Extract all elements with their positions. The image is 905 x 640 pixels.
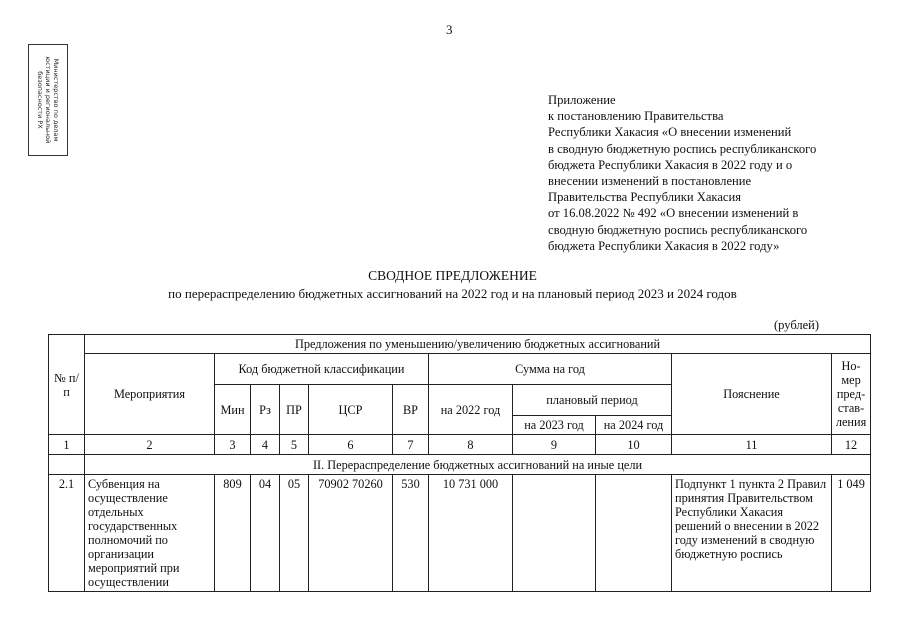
header-proposals: Предложения по уменьшению/увеличению бюджетных ассигнований xyxy=(85,335,871,354)
page-number: 3 xyxy=(446,22,453,37)
header-pr: ПР xyxy=(280,385,309,435)
row-num: 2.1 xyxy=(49,475,85,592)
appendix-line: Приложение xyxy=(548,93,616,107)
column-number: 10 xyxy=(596,435,672,455)
column-number: 11 xyxy=(672,435,832,455)
row-min: 809 xyxy=(215,475,251,592)
column-number: 8 xyxy=(429,435,513,455)
column-number: 3 xyxy=(215,435,251,455)
appendix-line: в сводную бюджетную роспись республиканского xyxy=(548,141,817,156)
appendix-line: сводную бюджетную роспись республиканского xyxy=(548,222,808,237)
header-planned: плановый период xyxy=(513,385,672,416)
header-csr: ЦСР xyxy=(309,385,393,435)
appendix-line: бюджета Республики Хакасия в 2022 году» xyxy=(548,238,780,253)
row-csr: 70902 70260 xyxy=(309,475,393,592)
stamp-line: Министерство по делам xyxy=(52,58,60,142)
column-number: 12 xyxy=(832,435,871,455)
section-empty-cell xyxy=(49,455,85,475)
appendix-line: Республики Хакасия «О внесении изменений xyxy=(548,125,792,140)
stamp-text xyxy=(36,57,60,144)
currency-unit: (рублей) xyxy=(774,318,820,332)
row-2024 xyxy=(596,475,672,592)
row-vr: 530 xyxy=(393,475,429,592)
header-min: Мин xyxy=(215,385,251,435)
header-rz: Рз xyxy=(251,385,280,435)
column-number: 2 xyxy=(85,435,215,455)
document-title: СВОДНОЕ ПРЕДЛОЖЕНИЕ xyxy=(368,268,537,283)
row-rz: 04 xyxy=(251,475,280,592)
column-number: 6 xyxy=(309,435,393,455)
table-row xyxy=(49,475,871,592)
appendix-line: от 16.08.2022 № 492 «О внесении изменений в xyxy=(548,206,799,221)
appendix-line: бюджета Республики Хакасия в 2022 году и о xyxy=(548,157,793,172)
header-2023: на 2023 год xyxy=(513,416,596,435)
document-subtitle: по перераспределению бюджетных ассигнований на 2022 год и на плановый период 2023 и 2024 годов xyxy=(168,286,737,301)
column-number: 5 xyxy=(280,435,309,455)
row-2023 xyxy=(513,475,596,592)
header-vr: ВР xyxy=(393,385,429,435)
header-ref: Но-мер пред-став-ления xyxy=(832,354,871,435)
row-explanation: Подпункт 1 пункта 2 Правил принятия Правительством Республики Хакасия решений о внесении в 2022 году изменений в сводную бюджетную роспись xyxy=(672,475,832,592)
registration-stamp xyxy=(28,44,68,156)
appendix-line: к постановлению Правительства xyxy=(548,109,724,124)
header-2024: на 2024 год xyxy=(596,416,672,435)
header-explanation: Пояснение xyxy=(672,354,832,435)
row-pr: 05 xyxy=(280,475,309,592)
stamp-line: безопасности РХ xyxy=(36,71,44,129)
row-measure: Субвенция на осуществление отдельных государственных полномочий по организации мероприятий при осуществлении xyxy=(85,475,215,592)
header-num: № п/п xyxy=(49,335,85,435)
appendix-line: внесении изменений в постановление xyxy=(548,174,752,189)
stamp-line: юстиции и региональной xyxy=(44,56,52,144)
column-number: 7 xyxy=(393,435,429,455)
appendix-header xyxy=(548,92,868,254)
header-sum: Сумма на год xyxy=(429,354,672,385)
column-number: 9 xyxy=(513,435,596,455)
row-2022: 10 731 000 xyxy=(429,475,513,592)
column-number: 4 xyxy=(251,435,280,455)
header-code: Код бюджетной классификации xyxy=(215,354,429,385)
appendix-line: Правительства Республики Хакасия xyxy=(548,190,742,205)
section-title: II. Перераспределение бюджетных ассигнований на иные цели xyxy=(85,455,871,475)
budget-table xyxy=(48,334,871,592)
row-ref: 1 049 xyxy=(832,475,871,592)
header-2022: на 2022 год xyxy=(429,385,513,435)
column-number: 1 xyxy=(49,435,85,455)
header-measures: Мероприятия xyxy=(85,354,215,435)
